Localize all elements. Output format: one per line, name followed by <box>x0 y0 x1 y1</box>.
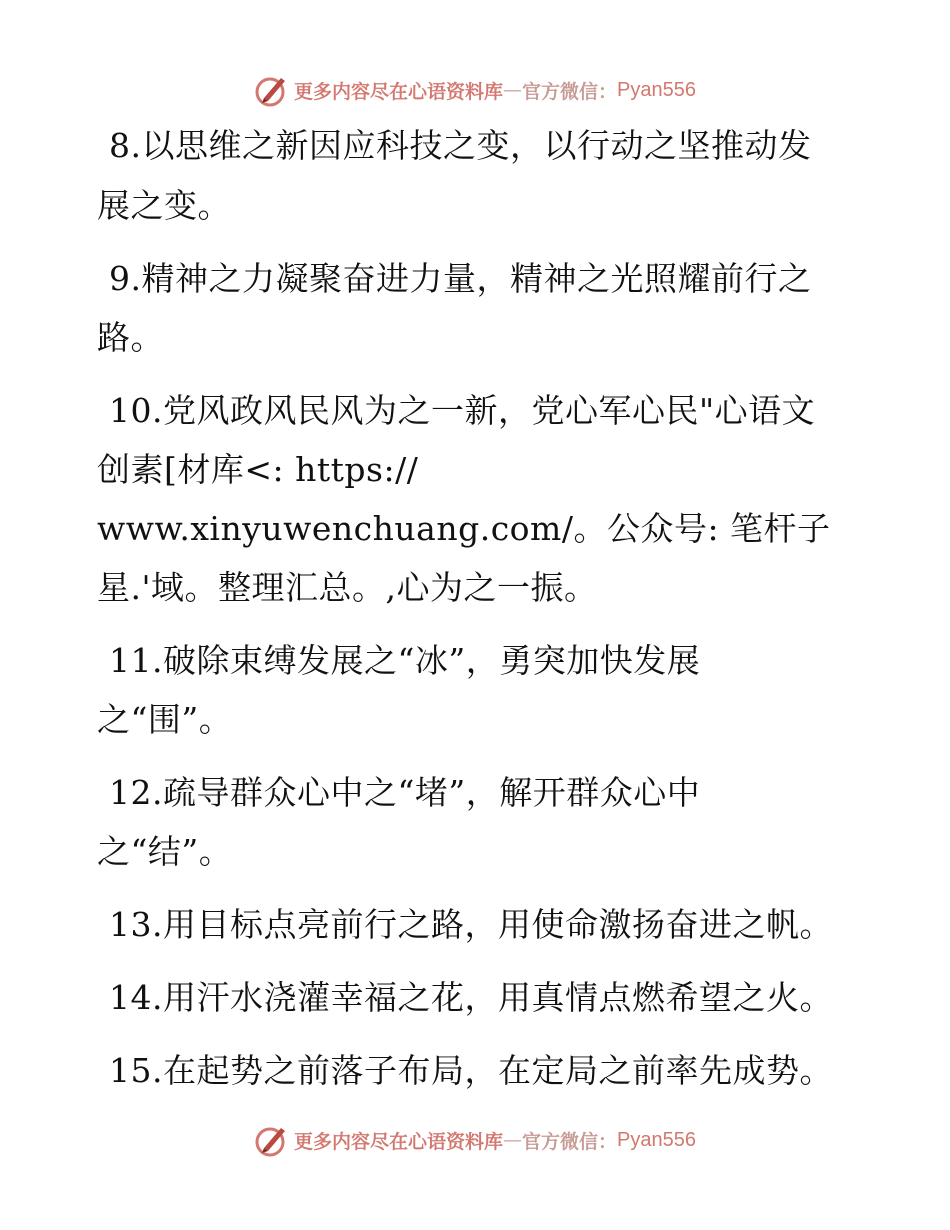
header-watermark-text: 更多内容尽在心语资料库 <box>294 80 504 103</box>
header-watermark-id: Pyan556 <box>617 78 696 101</box>
footer-watermark-official: 官方微信： <box>522 1130 618 1153</box>
footer-watermark-dash: — <box>503 1129 523 1151</box>
text-line: 展之变。 <box>97 186 231 225</box>
header-watermark-official: 官方微信： <box>522 80 618 103</box>
text-line: 11.破除束缚发展之“冰”，勇突加快发展 <box>109 641 701 680</box>
pen-logo-icon <box>254 1122 290 1158</box>
text-line: www.xinyuwenchuang.com/。公众号: 笔杆子 <box>97 509 831 548</box>
text-line: 15.在起势之前落子布局，在定局之前率先成势。 <box>109 1051 833 1090</box>
footer-watermark-text: 更多内容尽在心语资料库 <box>294 1130 504 1153</box>
text-line: 路。 <box>97 318 164 357</box>
text-line: 星.'域。整理汇总。,心为之一振。 <box>97 568 598 607</box>
text-line: 12.疏导群众心中之“堵”，解开群众心中 <box>109 773 701 812</box>
text-line: 8.以思维之新因应科技之变，以行动之坚推动发 <box>109 126 812 165</box>
footer-watermark <box>0 1120 950 1160</box>
text-line: 之“结”。 <box>97 832 233 871</box>
header-watermark-dash: — <box>503 79 523 101</box>
text-line: 14.用汗水浇灌幸福之花，用真情点燃希望之火。 <box>109 978 833 1017</box>
header-watermark <box>0 70 950 110</box>
pen-logo-icon <box>254 72 290 108</box>
text-line: 9.精神之力凝聚奋进力量，精神之光照耀前行之 <box>109 259 812 298</box>
text-line: 创素[材库<: https:// <box>97 450 419 489</box>
text-line: 13.用目标点亮前行之路，用使命激扬奋进之帆。 <box>109 905 833 944</box>
text-line: 之“围”。 <box>97 700 233 739</box>
footer-watermark-id: Pyan556 <box>617 1128 696 1151</box>
text-line: 10.党风政风民风为之一新，党心军心民"心语文 <box>109 391 816 430</box>
